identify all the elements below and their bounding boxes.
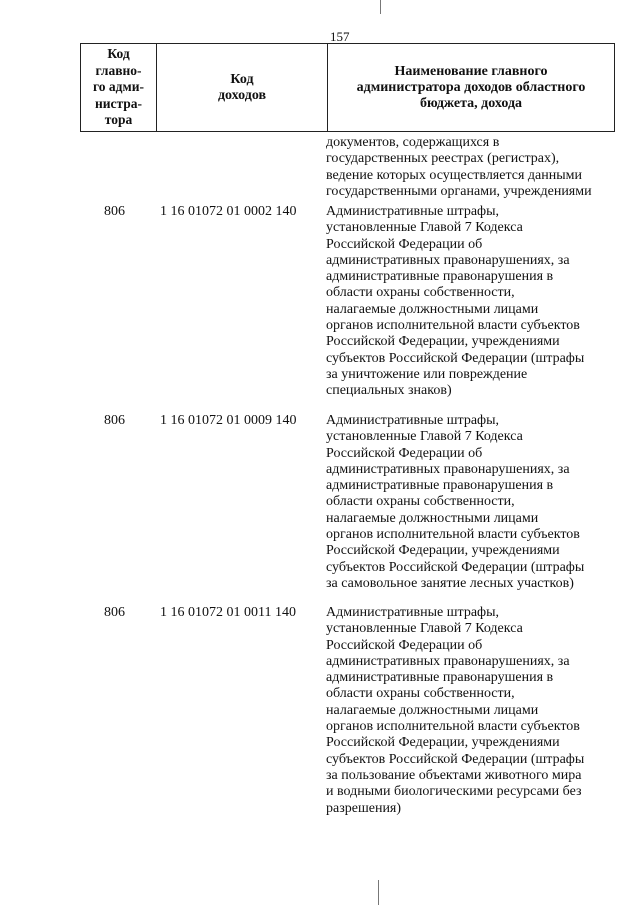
text-line: государственными органами, учреждениями <box>326 183 592 199</box>
text-line: Российской Федерации, учреждениями <box>326 543 560 559</box>
page-number: 157 <box>330 29 350 44</box>
text-line: административные правонарушения в <box>326 269 554 285</box>
text-line: органов исполнительной власти субъектов <box>326 318 580 334</box>
scan-artifact-top <box>380 0 381 14</box>
header-line: доходов <box>217 87 267 103</box>
text-line: налагаемые должностными лицами <box>326 510 539 526</box>
header-name <box>328 44 615 132</box>
text-line: административные правонарушения в <box>326 478 554 494</box>
text-line: Административные штрафы, <box>326 605 500 620</box>
text-line: за пользование объектами животного мира <box>326 767 582 783</box>
text-line: Российской Федерации, учреждениями <box>326 334 560 350</box>
text-line: и водными биологическими ресурсами без <box>326 784 582 800</box>
header-line: нистра- <box>94 95 143 111</box>
header-admin-code <box>81 44 157 132</box>
text-line: установленные Главой 7 Кодекса <box>326 621 523 637</box>
text-line: разрешения) <box>326 800 402 816</box>
text-line: установленные Главой 7 Кодекса <box>326 429 523 445</box>
text-line: за самовольное занятие лесных участков) <box>326 575 574 591</box>
text-line: субъектов Российской Федерации (штрафы <box>326 350 585 366</box>
continuation-text <box>326 135 616 200</box>
text-line: установленные Главой 7 Кодекса <box>326 220 523 236</box>
text-line: административные правонарушения в <box>326 670 554 686</box>
text-line: области охраны собственности, <box>326 285 515 301</box>
text-line: налагаемые должностными лицами <box>326 301 539 317</box>
header-line: администратора доходов областного <box>356 79 586 95</box>
header-line: Код <box>107 46 130 62</box>
header-line: го адми- <box>93 79 144 95</box>
description-cell <box>326 605 616 817</box>
income-code-cell: 1 16 01072 01 0002 140 <box>160 204 297 219</box>
text-line: административных правонарушениях, за <box>326 461 570 477</box>
text-line: Российской Федерации, учреждениями <box>326 735 560 751</box>
text-line: Российской Федерации об <box>326 236 483 252</box>
text-line: органов исполнительной власти субъектов <box>326 527 580 543</box>
text-line: налагаемые должностными лицами <box>326 702 539 718</box>
text-line: за уничтожение или повреждение <box>326 366 528 382</box>
text-line: Административные штрафы, <box>326 413 500 428</box>
text-line: государственных реестрах (регистрах), <box>326 151 560 167</box>
text-line: документов, содержащихся в <box>326 135 500 150</box>
header-line: бюджета, дохода <box>419 95 523 111</box>
header-line: тора <box>104 112 133 128</box>
admin-code-cell: 806 <box>104 413 125 428</box>
text-line: специальных знаков) <box>326 383 452 399</box>
text-line: административных правонарушениях, за <box>326 653 570 669</box>
text-line: субъектов Российской Федерации (штрафы <box>326 559 585 575</box>
header-line: Наименование главного <box>394 63 548 79</box>
header-income-code <box>157 44 328 132</box>
description-cell <box>326 204 616 400</box>
text-line: области охраны собственности, <box>326 494 515 510</box>
scan-artifact-bottom <box>378 880 379 905</box>
text-line: административных правонарушениях, за <box>326 252 570 268</box>
text-line: ведение которых осуществляется данными <box>326 167 582 183</box>
text-line: субъектов Российской Федерации (штрафы <box>326 751 585 767</box>
text-line: области охраны собственности, <box>326 686 515 702</box>
text-line: Российской Федерации об <box>326 445 483 461</box>
table-header <box>80 43 615 132</box>
text-line: Российской Федерации об <box>326 637 483 653</box>
income-code-cell: 1 16 01072 01 0011 140 <box>160 605 296 620</box>
text-line: Административные штрафы, <box>326 204 500 219</box>
description-cell <box>326 413 616 592</box>
admin-code-cell: 806 <box>104 204 125 219</box>
admin-code-cell: 806 <box>104 605 125 620</box>
income-code-cell: 1 16 01072 01 0009 140 <box>160 413 297 428</box>
header-line: Код <box>230 71 254 87</box>
text-line: органов исполнительной власти субъектов <box>326 719 580 735</box>
header-line: главно- <box>95 62 142 78</box>
